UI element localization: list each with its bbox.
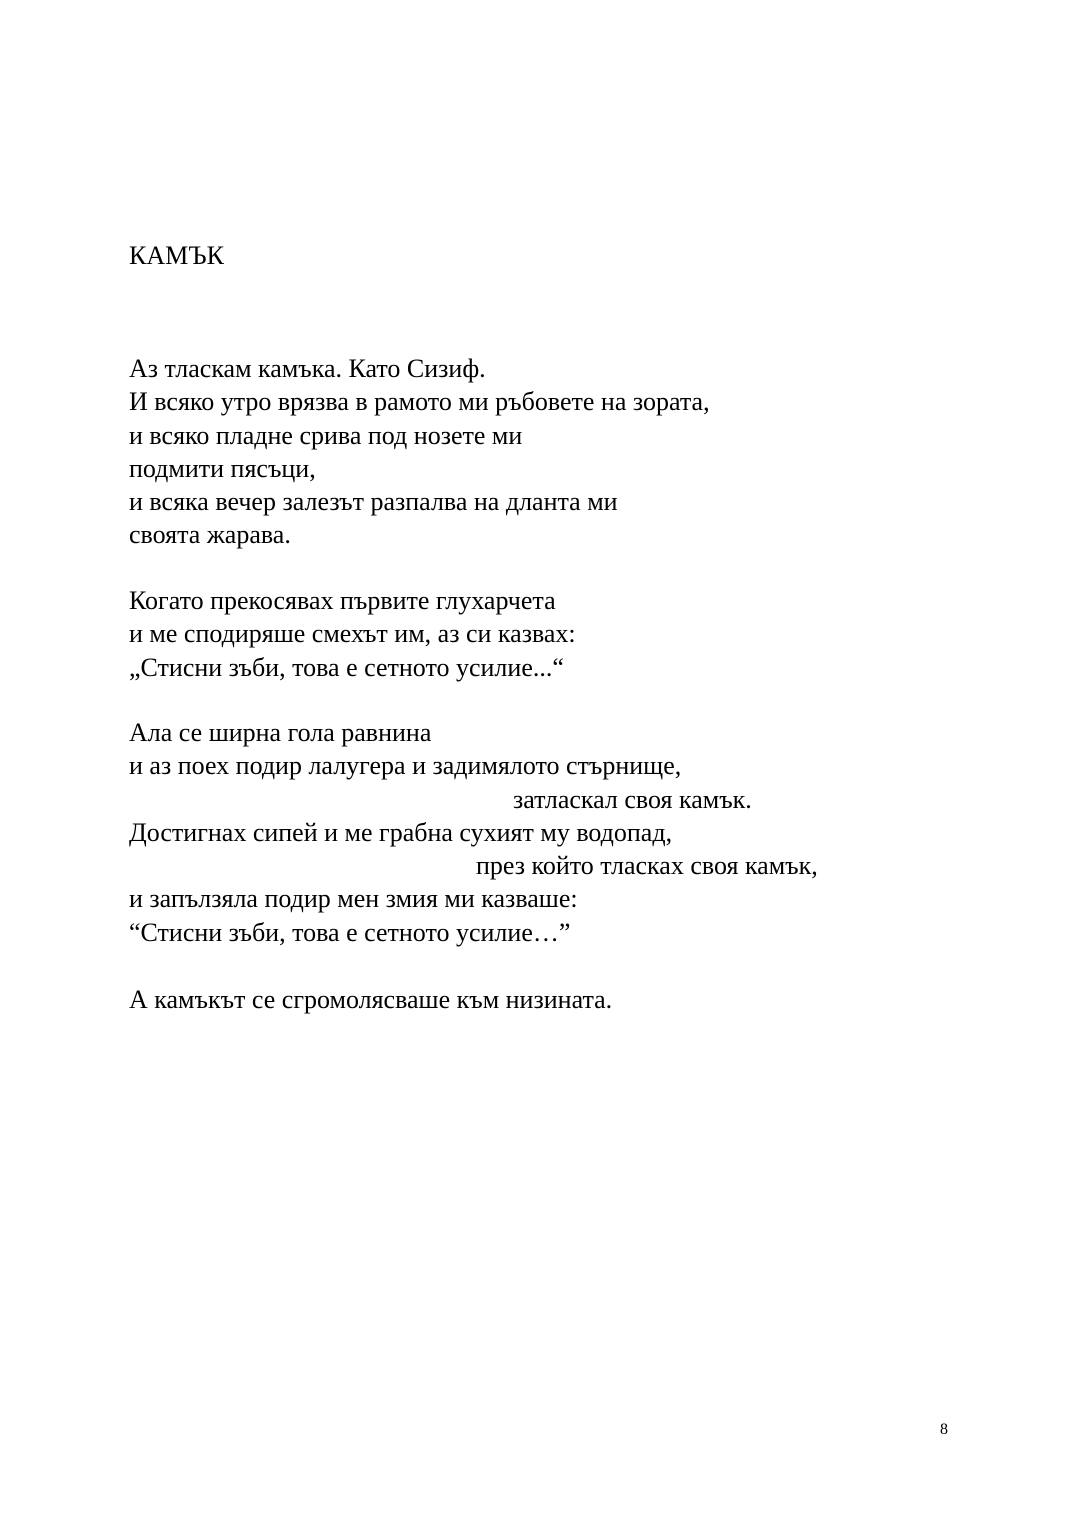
poem-line: “Стисни зъби, това е сетното усилие…” (129, 917, 571, 947)
stanza-4 (129, 983, 612, 1016)
poem-line: и аз поех подир лалугера и задимялото стърнище, (129, 751, 682, 781)
stanza-3 (129, 716, 818, 949)
page-number: 8 (940, 1421, 948, 1438)
poem-line: И всяко утро врязва в рамото ми ръбовете на зората, (129, 387, 710, 417)
poem-line: своята жарава. (129, 520, 291, 550)
poem-line: Когато прекосявах първите глухарчета (129, 586, 556, 615)
poem-line-indented: през който тласках своя камък, (476, 851, 818, 881)
poem-line: Ала се ширна гола равнина (129, 718, 432, 747)
poem-line: и всяка вечер залезът разпалва на дланта ми (129, 487, 618, 517)
stanza-1 (129, 352, 710, 552)
poem-line: „Стисни зъби, това е сетното усилие...“ (129, 652, 564, 682)
poem-line: А камъкът се сгромолясваше към низината. (129, 985, 613, 1014)
poem-title: КАМЪК (129, 241, 224, 270)
poem-line: Аз тласкам камъка. Като Сизиф. (129, 354, 486, 383)
stanza-2 (129, 584, 576, 684)
poem-line: и всяко пладне срива под нозете ми (129, 420, 523, 450)
poem-line: подмити пясъци, (129, 453, 316, 483)
poem-line: и запълзяла подир мен змия ми казваше: (129, 884, 578, 914)
poem-line-indented: затласкал своя камък. (513, 784, 752, 814)
poem-line: Достигнах сипей и ме грабна сухият му водопад, (129, 817, 673, 847)
poem-line: и ме сподиряше смехът им, аз си казвах: (129, 619, 576, 649)
